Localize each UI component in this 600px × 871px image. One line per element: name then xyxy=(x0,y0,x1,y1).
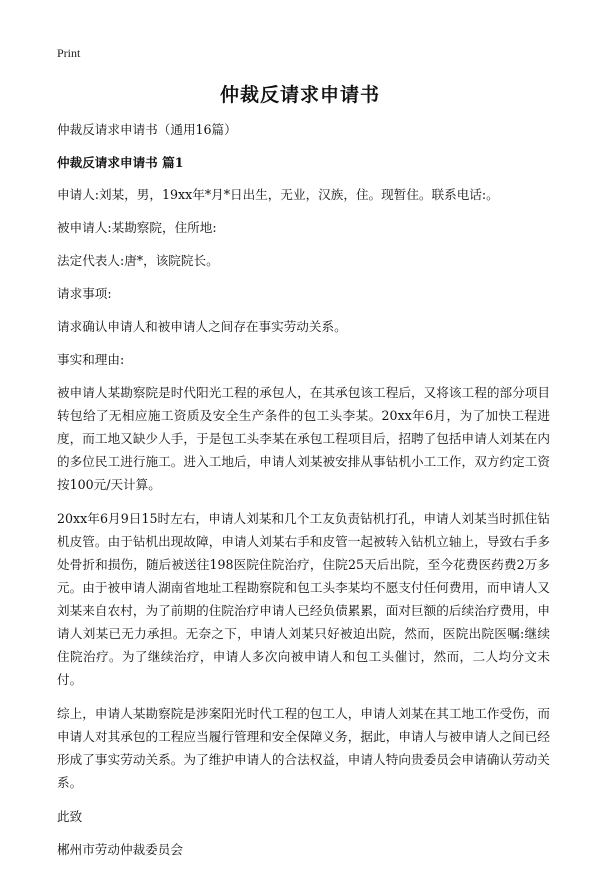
document-title: 仲裁反请求申请书 xyxy=(219,84,380,106)
fact-paragraph-1: 被申请人某勘察院是时代阳光工程的承包人，在其承包该工程后，又将该工程的部分项目转包给了无相应施工资质及安全生产条件的包工头李某。20xx年6月，为了加快工程进度，而工地又缺少人手，于是包工头李某在承包工程项目后，招聘了包括申请人刘某在内的多位民工进行施工。进入工地后，申请人刘某被安排从事钻机小工工作，双方约定工资按100元/天计算。 xyxy=(57,385,550,492)
section-title: 仲裁反请求申请书 篇1 xyxy=(57,155,184,170)
claims-heading: 请求事项: xyxy=(57,286,112,301)
document-subtitle: 仲裁反请求申请书（通用16篇） xyxy=(57,122,237,137)
facts-heading: 事实和理由: xyxy=(57,352,125,367)
applicant-info: 申请人:刘某，男，19xx年*月*日出生，无业，汉族，住。现暂住。联系电话:。 xyxy=(57,187,499,202)
print-label: Print xyxy=(57,46,81,60)
closing-salutation: 此致 xyxy=(57,809,83,824)
claim-text: 请求确认申请人和被申请人之间存在事实劳动关系。 xyxy=(57,319,347,334)
addressee: 郴州市劳动仲裁委员会 xyxy=(57,842,183,857)
legal-representative: 法定代表人:唐*，该院院长。 xyxy=(57,253,219,268)
fact-paragraph-3: 综上，申请人某勘察院是涉案阳光时代工程的包工人，申请人刘某在其工地工作受伤，而申请人对其承包的工程应当履行管理和安全保障义务，据此，申请人与被申请人之间已经形成了事实劳动关系。为了维护申请人的合法权益，申请人特向贵委员会申请确认劳动关系。 xyxy=(57,706,550,790)
respondent-info: 被申请人:某勘察院，住所地: xyxy=(57,220,217,235)
fact-paragraph-2: 20xx年6月9日15时左右，申请人刘某和几个工友负责钻机打孔，申请人刘某当时抓住钻机皮管。由于钻机出现故障，申请人刘某右手和皮管一起被转入钻机立轴上，导致右手多处骨折和损伤，随后被送往198医院住院治疗，住院25天后出院，至今花费医药费2万多元。由于被申请人湖南省地址工程勘察院和包工头李某均不愿支付任何费用，而申请人又刘某来自农村，为了前期的住院治疗申请人已经负债累累，面对巨额的后续治疗费用，申请人刘某已无力承担。无奈之下，申请人刘某只好被迫出院，然而，医院出院医嘱:继续住院治疗。为了继续治疗，申请人多次向被申请人和包工头催讨，然而，二人均分文未付。 xyxy=(57,511,550,687)
document-body xyxy=(57,118,550,871)
